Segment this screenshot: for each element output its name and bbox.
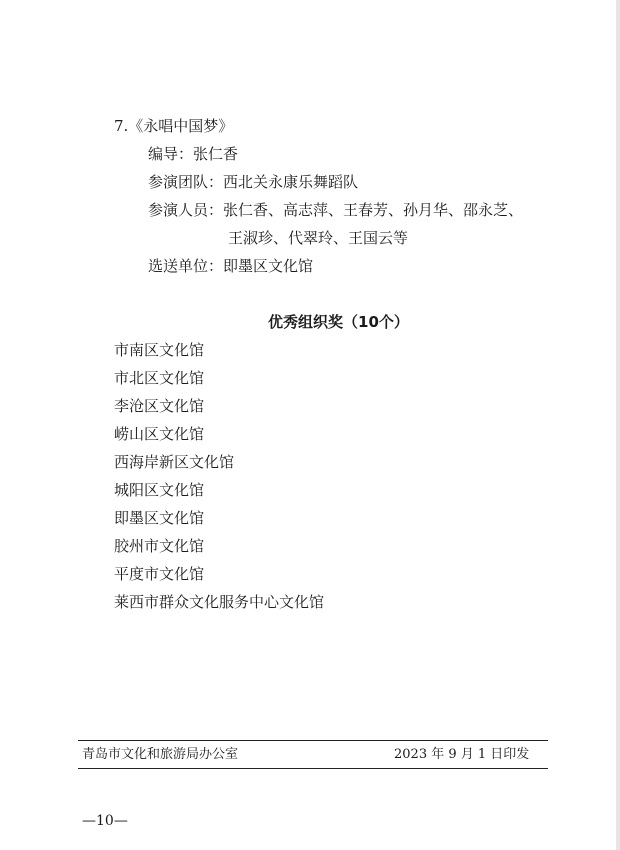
footer-top-rule — [78, 740, 548, 741]
award-item: 李沧区文化馆 — [114, 397, 205, 415]
award-item: 即墨区文化馆 — [114, 509, 205, 527]
footer-office: 青岛市文化和旅游局办公室 — [82, 747, 239, 762]
entry-unit: 选送单位：即墨区文化馆 — [148, 257, 314, 275]
page-edge — [616, 0, 620, 850]
entry-director: 编导：张仁香 — [148, 145, 239, 163]
page-number: —10— — [82, 813, 128, 829]
entry-team: 参演团队：西北关永康乐舞蹈队 — [148, 173, 359, 191]
award-item: 平度市文化馆 — [114, 565, 205, 583]
award-heading: 优秀组织奖（10个） — [268, 313, 409, 331]
award-item: 西海岸新区文化馆 — [114, 453, 235, 471]
entry-members-line-2: 王淑珍、代翠玲、王国云等 — [228, 229, 409, 247]
award-item: 城阳区文化馆 — [114, 481, 205, 499]
entry-title: 7.《永唱中国梦》 — [114, 117, 234, 135]
award-item: 市南区文化馆 — [114, 341, 205, 359]
footer-date: 2023 年 9 月 1 日印发 — [394, 747, 530, 762]
award-item: 莱西市群众文化服务中心文化馆 — [114, 593, 325, 611]
award-item: 崂山区文化馆 — [114, 425, 205, 443]
entry-members-line-1: 参演人员：张仁香、高志萍、王春芳、孙月华、邵永芝、 — [148, 201, 524, 219]
award-item: 市北区文化馆 — [114, 369, 205, 387]
footer-bottom-rule — [78, 768, 548, 769]
award-item: 胶州市文化馆 — [114, 537, 205, 555]
